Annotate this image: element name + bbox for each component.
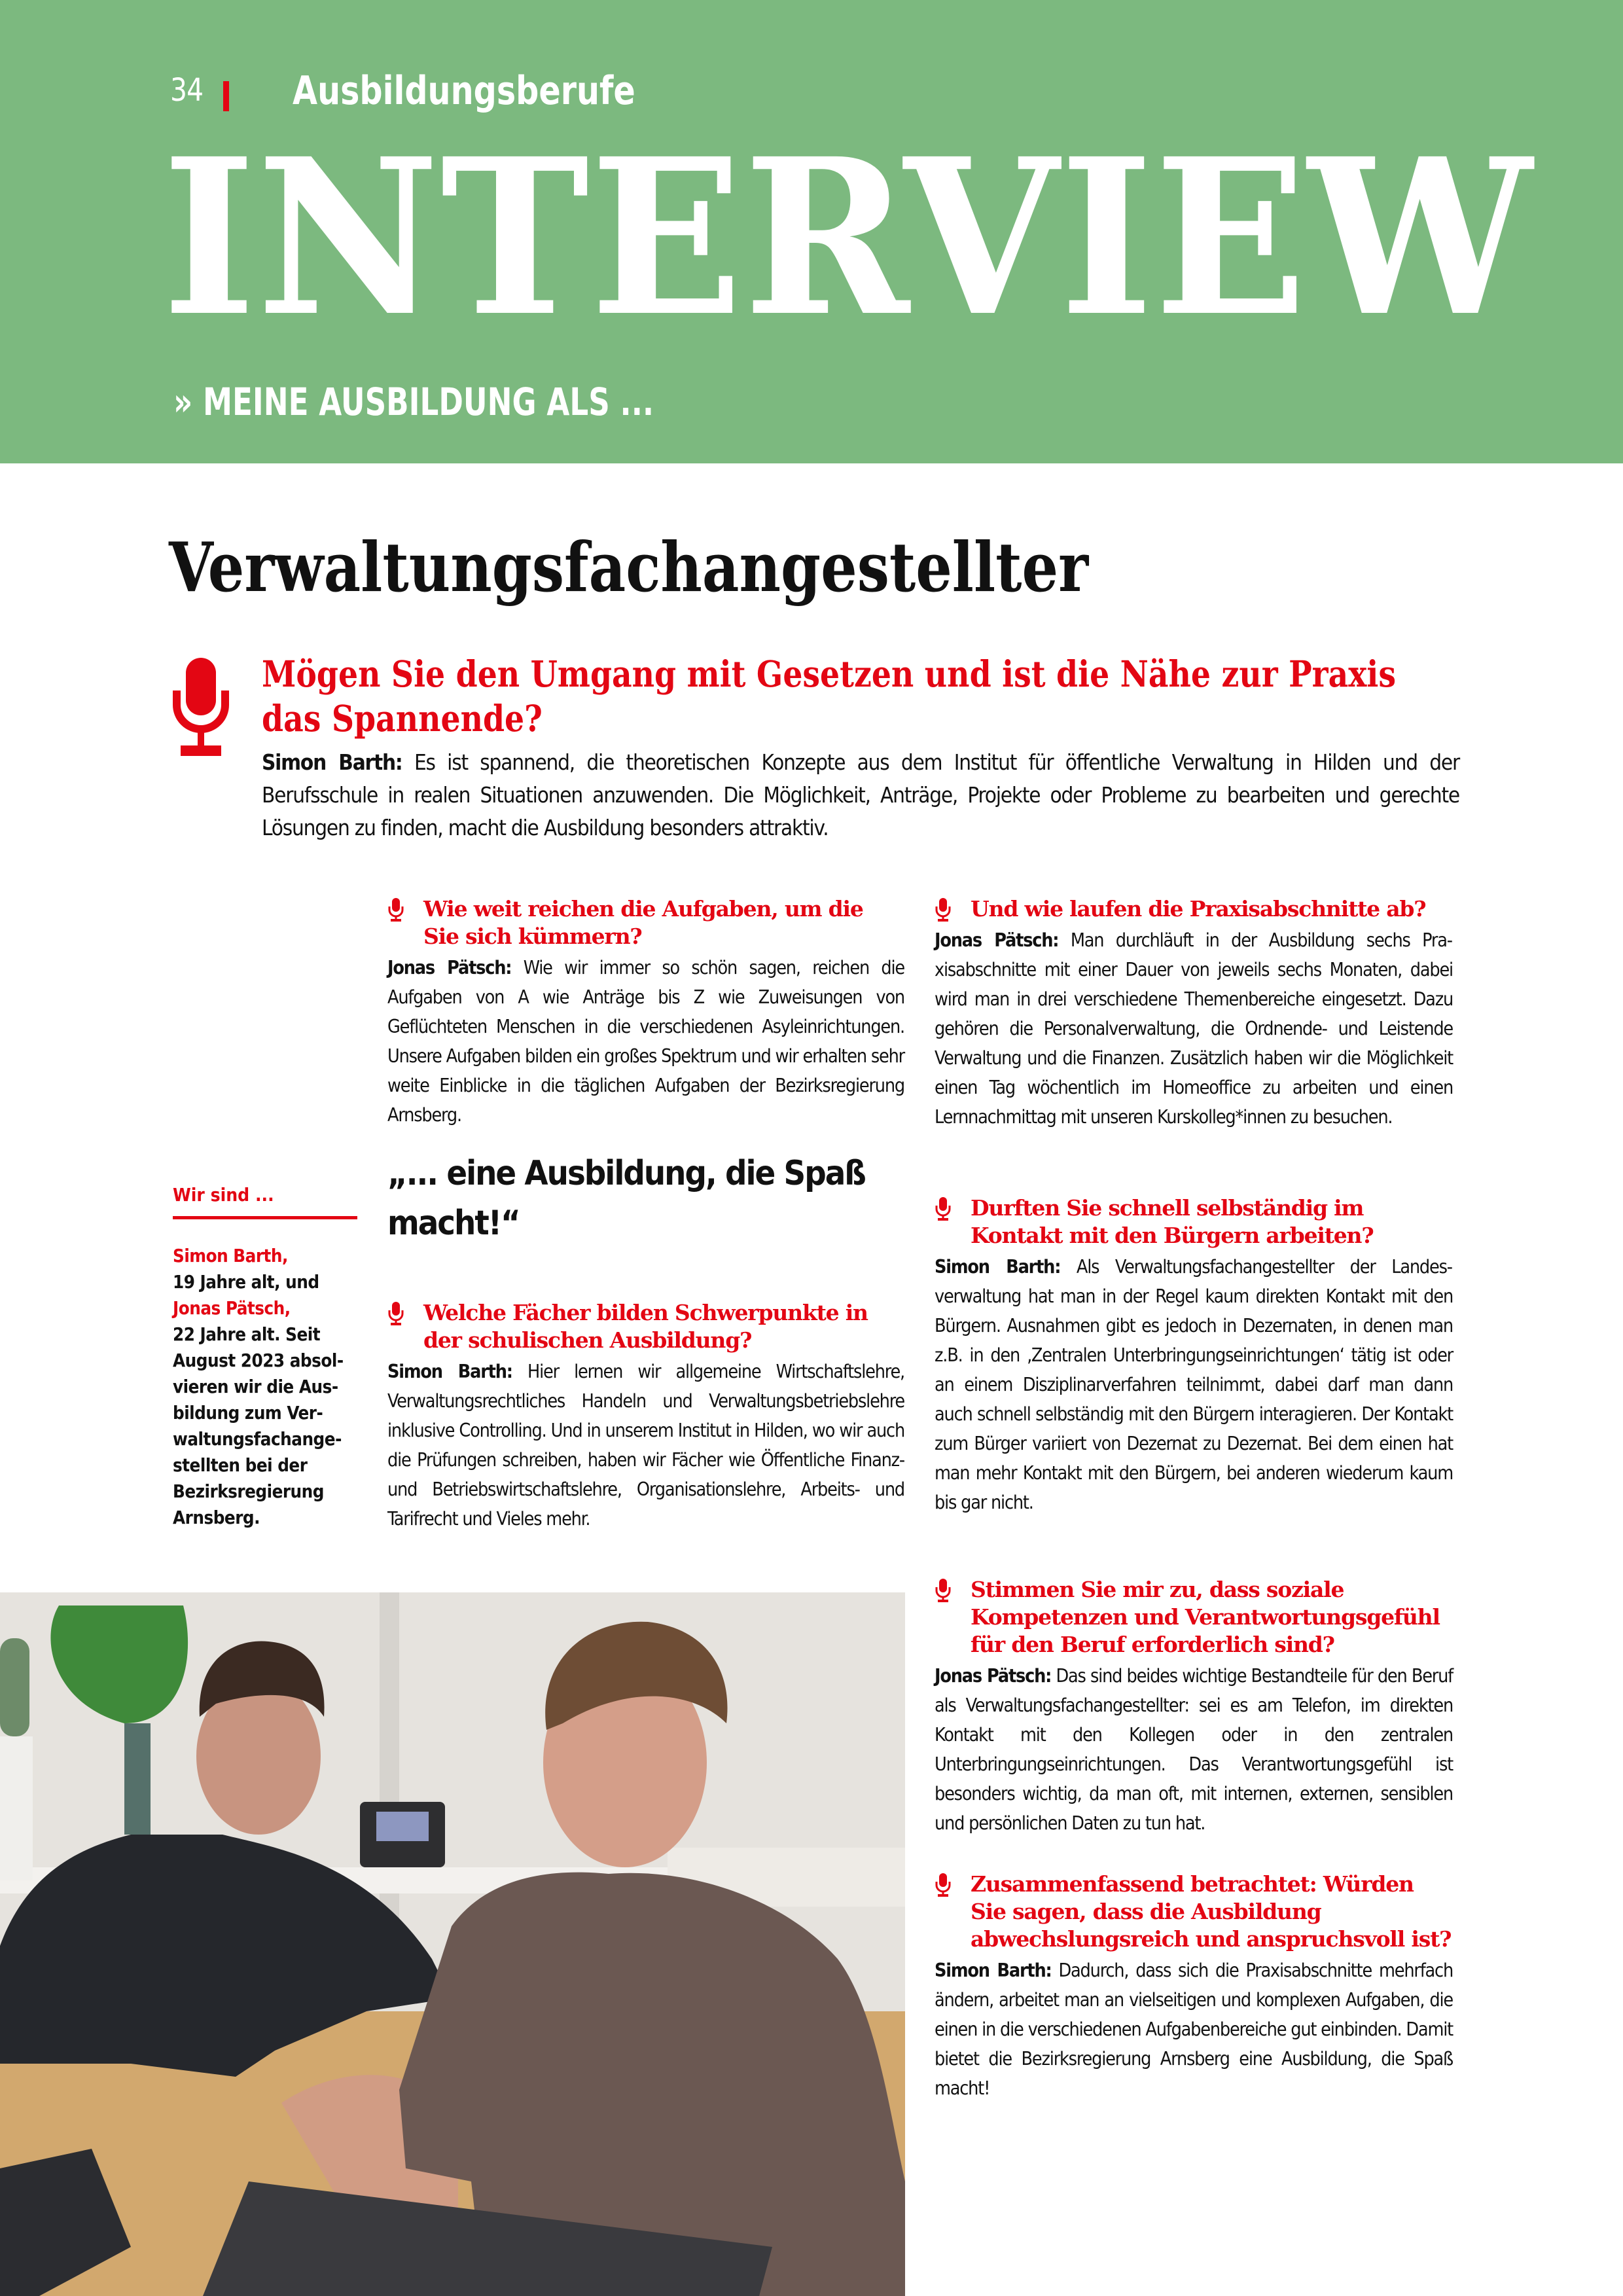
speaker-name: Jonas Pätsch: — [935, 1665, 1052, 1687]
microphone-icon — [935, 1197, 952, 1221]
qa-item — [935, 1871, 1453, 2103]
answer-text: Jonas Pätsch: Wie wir immer so schön sagen, reichen die Aufgaben von A wie Anträge bis Z wie Zuweisungen von Geflüchteten Menschen in die verschiedenen Asyleinrichtungen. Unsere Aufgaben bilden ein großes Spektrum und wir erhalten sehr weite Einblicke in die täglichen Aufgaben der Bezirksregierung Arnsberg. — [387, 957, 904, 1126]
about-us-box: Wir sind ... Simon Barth, 19 Jahre alt, und Jonas Pätsch, 22 Jahre alt. Seit August 2023 absolvieren wir die Ausbildung zum Verwaltungsfachangestellten bei der Bezirksregierung Arnsberg. — [173, 1182, 357, 1531]
answer-text: Jonas Pätsch: Man durchläuft in der Ausbildung sechs Praxisabschnitte mit einer Dauer von jeweils sechs Monaten, dabei wird man in drei verschiedene Themenbereiche eingesetzt. Dazu gehören die Personalverwaltung, die Ordnende- und Leistende Verwaltung und die Finanzen. Zusätzlich haben wir die Möglichkeit einen Tag wöchentlich im Homeoffice zu arbeiten und einen Lernnachmittag mit unseren Kurskolleg*innen zu besuchen. — [935, 929, 1453, 1128]
speaker-name: Jonas Pätsch: — [935, 929, 1059, 951]
qa-item — [935, 1194, 1453, 1517]
answer-text: Simon Barth: Dadurch, dass sich die Praxisabschnitte mehrfach ändern, arbeitet man an vielseitigen und komplexen Aufgaben, die einen in die verschiedenen Aufgabenbereiche gut einbinden. Damit bietet die Bezirksregierung Arnsberg eine Ausbildung, die Spaß macht! — [935, 1960, 1453, 2099]
qa-item — [387, 1299, 904, 1534]
question-text: Stimmen Sie mir zu, dass soziale Kompetenzen und Verantwortungsgefühl für den Beruf erforderlich sind? — [971, 1577, 1440, 1657]
article-heading: Verwaltungsfachangestellter — [169, 527, 1089, 607]
microphone-icon — [935, 1579, 952, 1602]
about-us-label: Wir sind ... — [173, 1184, 274, 1206]
speaker-name: Simon Barth: — [387, 1361, 512, 1382]
question-text: Wie weit reichen die Aufgaben, um die Sie sich kümmern? — [423, 896, 863, 949]
page-title: INTERVIEW — [162, 112, 1533, 364]
trainees-photo — [0, 1592, 905, 2296]
microphone-icon — [935, 898, 952, 922]
speaker-name: Simon Barth: — [262, 749, 402, 775]
page-subtitle: » MEINE AUSBILDUNG ALS ... — [173, 380, 654, 424]
section-label: Ausbildungsberufe — [293, 68, 635, 114]
qa-item — [935, 895, 1453, 1132]
page-number: 34 — [170, 72, 204, 109]
question-text: Welche Fächer bilden Schwerpunkte in der schulischen Ausbildung? — [423, 1300, 868, 1353]
qa-item — [387, 895, 904, 1130]
microphone-icon — [935, 1873, 952, 1897]
question-text: Und wie laufen die Praxisabschnitte ab? — [971, 896, 1426, 922]
lead-answer: Simon Barth: Es ist spannend, die theoretischen Konzepte aus dem Institut für öffentliche Verwaltung in Hilden und der Berufsschule in realen Situationen anzuwenden. Die Möglichkeit, Anträge, Projekte oder Probleme zu bearbeiten und gerechte Lösungen zu finden, macht die Ausbildung besonders attraktiv. — [262, 749, 1459, 840]
person-name: Simon Barth, — [173, 1246, 288, 1266]
pull-quote: „... eine Ausbildung, die Spaß macht!“ — [387, 1154, 865, 1243]
speaker-name: Simon Barth: — [935, 1256, 1061, 1278]
person-name: Jonas Pätsch, — [173, 1298, 291, 1319]
header-banner — [0, 0, 1623, 463]
microphone-icon — [171, 658, 230, 756]
question-text: Zusammenfassend betrachtet: Würden Sie sagen, dass die Ausbildung abwechslungsreich und anspruchsvoll ist? — [971, 1871, 1452, 1952]
lead-question: Mögen Sie den Umgang mit Gesetzen und ist die Nähe zur Praxis das Spannende? — [262, 653, 1397, 740]
qa-item — [935, 1576, 1453, 1838]
microphone-icon — [387, 898, 404, 922]
speaker-name: Simon Barth: — [935, 1960, 1052, 1981]
question-text: Durften Sie schnell selbständig im Kontakt mit den Bürgern arbeiten? — [971, 1195, 1374, 1248]
answer-text: Simon Barth: Als Verwaltungsfachangestellter der Landesverwaltung hat man in der Regel kaum direkten Kontakt mit den Bürgern. Ausnahmen gibt es jedoch in Dezernaten, in denen man z.B. in den ‚Zentralen Unterbringungseinrichtungen‘ tätig ist oder an einem Disziplinarverfahren teilnimmt, dabei darf man dann auch schnell selbständig mit den Bürgern interagieren. Der Kontakt zum Bürger variiert von Dezernat zu Dezernat. Bei dem einen hat man mehr Kontakt mit den Bürgern, bei anderen wiederum kaum bis gar nicht. — [935, 1256, 1454, 1513]
page-number-divider — [223, 81, 229, 111]
answer-text: Simon Barth: Hier lernen wir allgemeine Wirtschaftslehre, Verwaltungsrechtliches Handeln und Verwaltungsbetriebslehre inklusive Controlling. Und in unserem Institut in Hilden, wo wir auch die Prüfungen schreiben, haben wir Fächer wie Öffentliche Finanz- und Betriebswirtschaftslehre, Organisationslehre, Arbeits- und Tarifrecht und Vieles mehr. — [387, 1361, 904, 1530]
answer-text: Jonas Pätsch: Das sind beides wichtige Bestandteile für den Beruf als Verwaltungsfachangestellter: sei es am Telefon, im direkten Kontakt mit den Kollegen oder in den zentralen Unterbringungseinrichtungen. Das Verantwortungsgefühl ist besonders wichtig, da man oft, mit internen, externen, sensiblen und persönlichen Daten zu tun hat. — [935, 1665, 1453, 1834]
photo-illustration — [0, 1592, 905, 2296]
speaker-name: Jonas Pätsch: — [387, 957, 512, 978]
microphone-icon — [387, 1302, 404, 1325]
about-us-rule — [173, 1216, 357, 1219]
